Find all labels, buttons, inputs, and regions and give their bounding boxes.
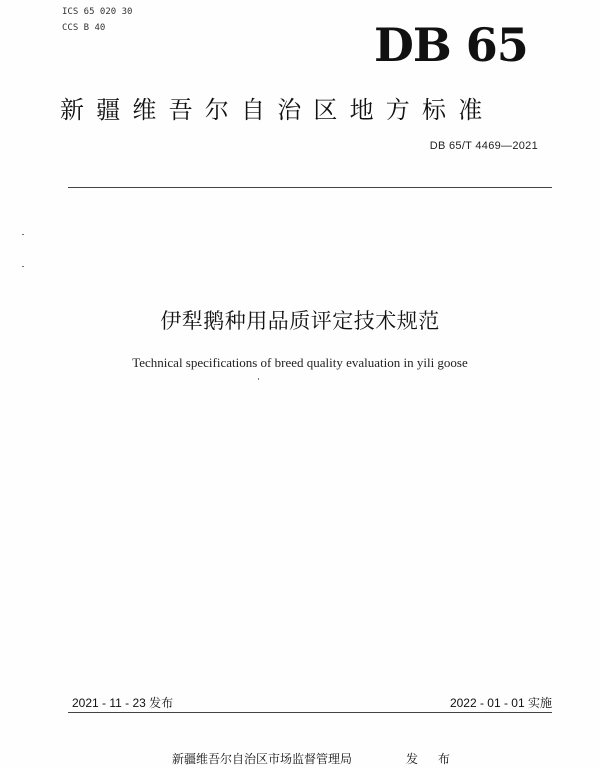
scan-speck [22, 266, 24, 267]
effective-date: 2022 - 01 - 01 实施 [449, 696, 552, 710]
bottom-divider [68, 712, 552, 713]
publisher-action: 发 布 [406, 752, 458, 766]
top-divider [68, 187, 552, 188]
issue-date: 2021 - 11 - 23 发布 [72, 696, 174, 710]
document-title-en: Technical specifications of breed quality evaluation in yili goose [132, 355, 468, 370]
classification-codes [62, 4, 132, 36]
db-logo: DB 65 [374, 18, 528, 72]
scan-speck [22, 234, 24, 235]
document-title-cn: 伊犁鹅种用品质评定技术规范 [160, 309, 440, 333]
ccs-code: CCS B 40 [62, 23, 106, 33]
issuer-title: 新疆维吾尔自治区地方标准 [60, 96, 495, 124]
publisher-name: 新疆维吾尔自治区市场监督管理局 [172, 752, 353, 766]
ics-code: ICS 65 020 30 [62, 7, 133, 17]
standard-number: DB 65/T 4469—2021 [429, 140, 538, 152]
scan-speck [258, 378, 259, 380]
